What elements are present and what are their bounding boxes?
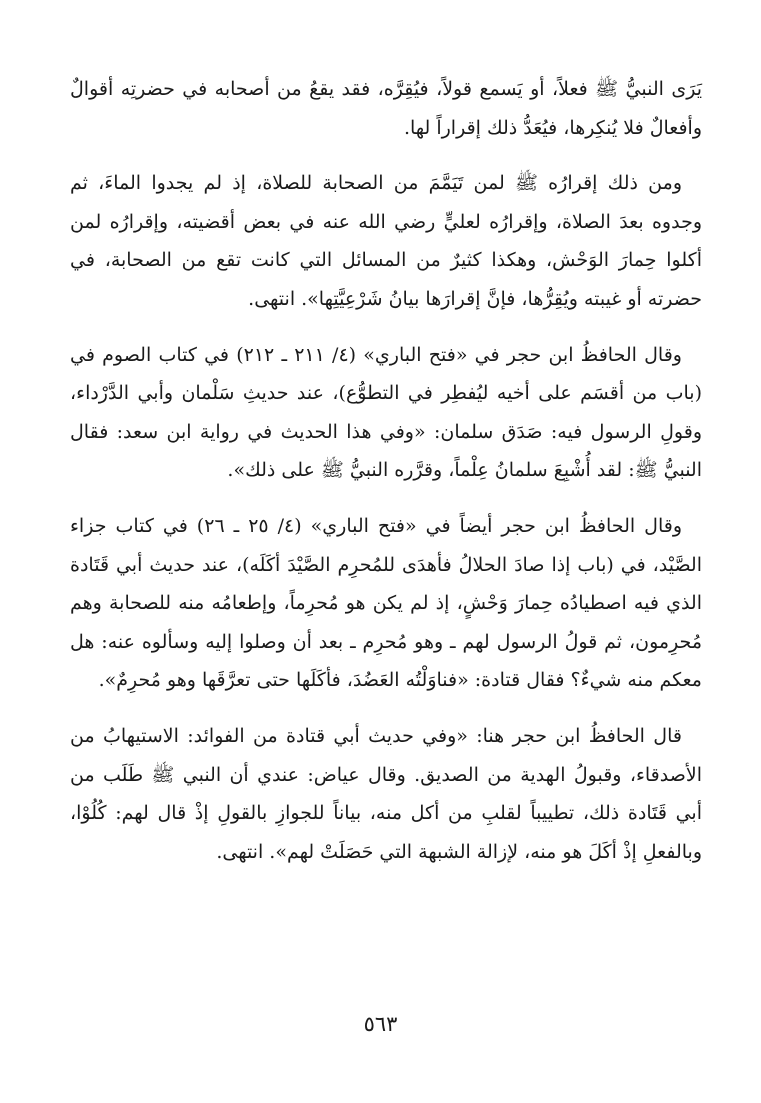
page-number: ٥٦٣: [363, 1012, 398, 1036]
paragraph-2: ومن ذلك إقرارُه ﷺ لمن تَيَمَّمَ من الصحابة للصلاة، إذ لم يجدوا الماءَ، ثم وجدوه بعدَ الصلاة، وإقرارُه لعليٍّ رضي الله عنه في بعض أقضيته، وإقرارُه لمن أكلوا حِمارَ الوَحْش، وهكذا كثيرٌ من المسائل التي كانت تقع من الصحابة، في حضرته أو غيبته ويُقِرُّها، فإنَّ إقرارَها بيانُ شَرْعِيَّتِها». انتهى.: [70, 172, 702, 310]
paragraph-3: وقال الحافظُ ابن حجر في «فتح الباري» (٤/ ٢١١ ـ ٢١٢) في كتاب الصوم في (باب من أقسَم على أخيه ليُفطِر في التطوُّع)، عند حديثِ سَلْمان وأبي الدَّرْداء، وقولِ الرسول فيه: صَدَق سلمان: «وفي هذا الحديث في رواية ابن سعد: فقال النبيُّ ﷺ: لقد أُشْبِعَ سلمانُ عِلْماً، وقرَّره النبيُّ ﷺ على ذلك».: [70, 343, 702, 482]
paragraph-5: قال الحافظُ ابن حجر هنا: «وفي حديث أبي قتادة من الفوائد: الاستيهابُ من الأصدقاء، وقبولُ الهدية من الصديق. وقال عياض: عندي أن النبي ﷺ طَلَب من أبي قَتَادة ذلك، تطييباً لقلبِ من أكل منه، بياناً للجوازِ بالقولِ إذْ قال لهم: كُلُوْا، وبالفعلِ إذْ أكَلَ هو منه، لإزالة الشبهة التي حَصَلَتْ لهم». انتهى.: [70, 724, 702, 863]
paragraph-4: وقال الحافظُ ابن حجر أيضاً في «فتح الباري» (٤/ ٢٥ ـ ٢٦) في كتاب جزاء الصَّيْد، في (باب إذا صادَ الحلالُ فأهدَى للمُحرِم الصَّيْدَ أكَلَه)، عند حديث أبي قَتَادة الذي فيه اصطيادُه حِمارَ وَحْشٍ، إذ لم يكن هو مُحرِماً، وإطعامُه منه للصحابة وهم مُحرِمون، ثم قولُ الرسول لهم ـ وهو مُحرِم ـ بعد أن وصلوا إليه وسألوه عنه: هل معكم منه شيءٌ؟ فقال قتادة: «فناوَلْتُه العَضُدَ، فأكَلَها حتى تعرَّقَها وهو مُحرِمٌ».: [70, 514, 702, 692]
document-page: [70, 70, 702, 1050]
paragraph-1: يَرَى النبيُّ ﷺ فعلاً، أو يَسمع قولاً، فيُقِرَّه، فقد يقعُ من أصحابه في حضرتِه أقوالٌ وأفعالٌ فلا يُنكِرها، فيُعَدُّ ذلك إقراراً لها.: [70, 78, 702, 139]
